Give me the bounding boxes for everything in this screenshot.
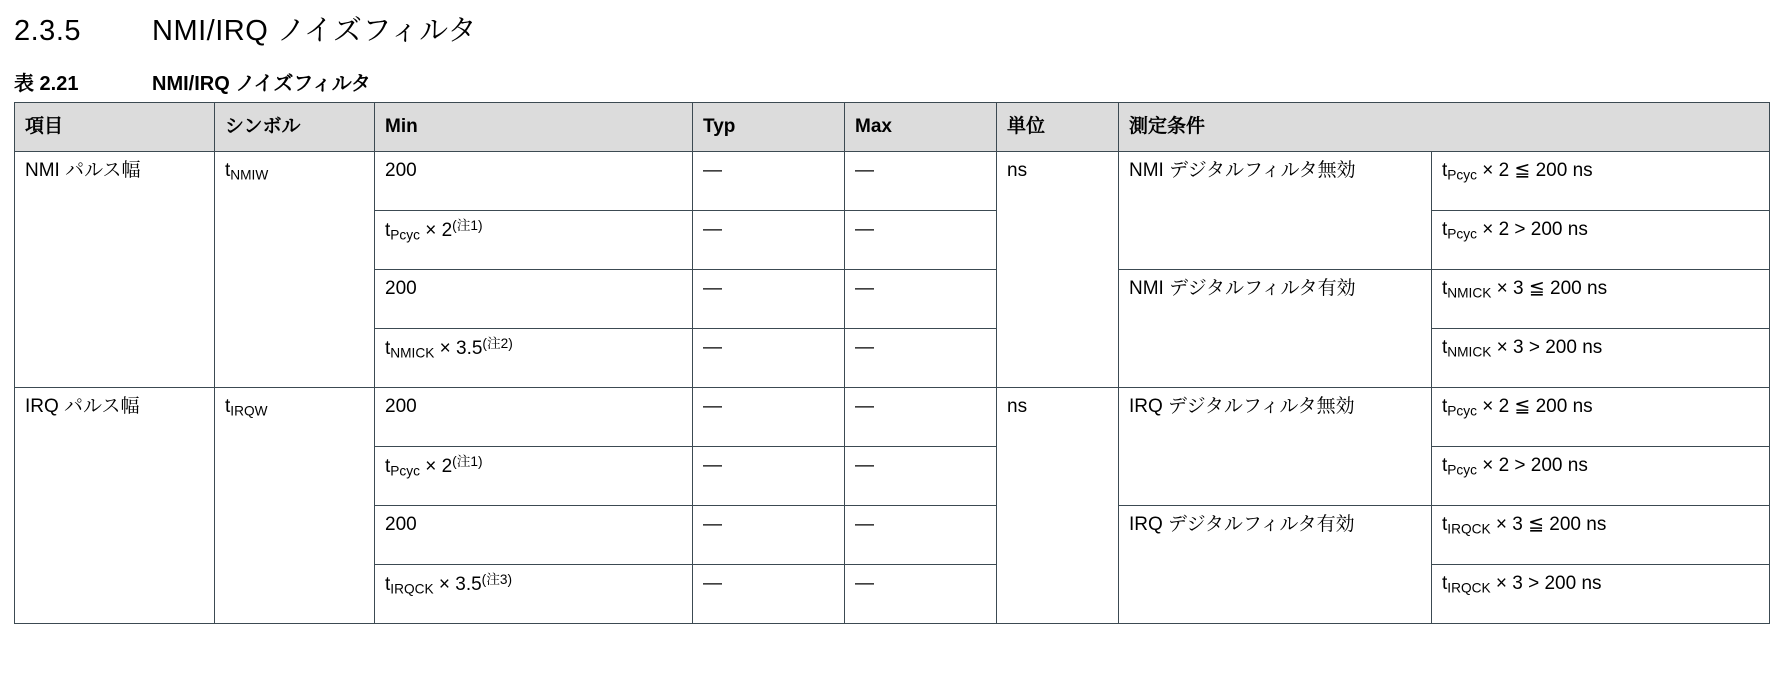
col-header-unit: 単位 [997,103,1119,152]
min-value: 200 [385,514,417,535]
table-row [15,152,1770,211]
condition-expression: $t_{IRQCK} \times 3 > 200$ ns [1442,573,1602,596]
condition-expression: $t_{Pcyc} \times 2$ ≦ 200 ns [1442,396,1593,419]
cell-condition: IRQ デジタルフィルタ無効 [1119,388,1432,506]
min-value: $t_{Pcyc} \times 2^{(注1)}$ [385,454,483,479]
table-row [15,388,1770,447]
cell-unit: ns [997,152,1119,388]
cell-condition-detail [1432,329,1770,388]
cell-symbol [215,152,375,388]
cell-typ: — [693,388,845,447]
cell-min [375,388,693,447]
col-header-item: 項目 [15,103,215,152]
condition-expression: $t_{NMICK} \times 3$ ≦ 200 ns [1442,278,1608,301]
cell-min [375,506,693,565]
section-number: 2.3.5 [14,15,81,47]
cell-max: — [845,152,997,211]
cell-typ: — [693,447,845,506]
table-header-row [15,103,1770,152]
cell-typ: — [693,270,845,329]
cell-condition-detail [1432,565,1770,624]
cell-max: — [845,506,997,565]
cell-condition-detail [1432,211,1770,270]
spec-table [14,102,1770,624]
min-value: 200 [385,160,417,181]
section-heading [0,0,1786,49]
section-title: NMI/IRQ ノイズフィルタ [152,15,477,47]
col-header-min: Min [375,103,693,152]
cell-min [375,565,693,624]
table-head [15,103,1770,152]
symbol-text: $t_{NMIW}$ [225,160,269,183]
cell-typ: — [693,329,845,388]
cell-max: — [845,329,997,388]
cell-unit: ns [997,388,1119,624]
cell-typ: — [693,565,845,624]
condition-expression: $t_{Pcyc} \times 2 > 200$ ns [1442,455,1588,478]
cell-max: — [845,211,997,270]
cell-min [375,329,693,388]
cell-min [375,152,693,211]
cell-condition-detail [1432,388,1770,447]
cell-condition-detail [1432,152,1770,211]
cell-min [375,447,693,506]
table-caption-number: 表 2.21 [14,73,79,95]
cell-condition: NMI デジタルフィルタ有効 [1119,270,1432,388]
cell-item: IRQ パルス幅 [15,388,215,624]
min-value: 200 [385,278,417,299]
min-value: $t_{IRQCK} \times 3.5^{(注3)}$ [385,572,513,597]
cell-max: — [845,565,997,624]
cell-typ: — [693,506,845,565]
min-value: $t_{Pcyc} \times 2^{(注1)}$ [385,218,483,243]
min-value: 200 [385,396,417,417]
col-header-condition: 測定条件 [1119,103,1770,152]
table-wrapper [0,102,1786,624]
col-header-typ: Typ [693,103,845,152]
table-caption [0,49,1786,102]
table-caption-title: NMI/IRQ ノイズフィルタ [152,73,371,95]
cell-condition: IRQ デジタルフィルタ有効 [1119,506,1432,624]
condition-expression: $t_{IRQCK} \times 3$ ≦ 200 ns [1442,514,1607,537]
cell-symbol [215,388,375,624]
cell-typ: — [693,152,845,211]
condition-expression: $t_{NMICK} \times 3 > 200$ ns [1442,337,1603,360]
col-header-max: Max [845,103,997,152]
cell-condition-detail [1432,270,1770,329]
cell-min [375,211,693,270]
condition-expression: $t_{Pcyc} \times 2$ ≦ 200 ns [1442,160,1593,183]
cell-max: — [845,388,997,447]
cell-max: — [845,447,997,506]
condition-expression: $t_{Pcyc} \times 2 > 200$ ns [1442,219,1588,242]
cell-condition-detail [1432,506,1770,565]
cell-min [375,270,693,329]
table-body [15,152,1770,624]
min-value: $t_{NMICK} \times 3.5^{(注2)}$ [385,336,513,361]
symbol-text: $t_{IRQW}$ [225,396,268,419]
cell-max: — [845,270,997,329]
cell-condition: NMI デジタルフィルタ無効 [1119,152,1432,270]
cell-typ: — [693,211,845,270]
cell-item: NMI パルス幅 [15,152,215,388]
cell-condition-detail [1432,447,1770,506]
col-header-symbol: シンボル [215,103,375,152]
